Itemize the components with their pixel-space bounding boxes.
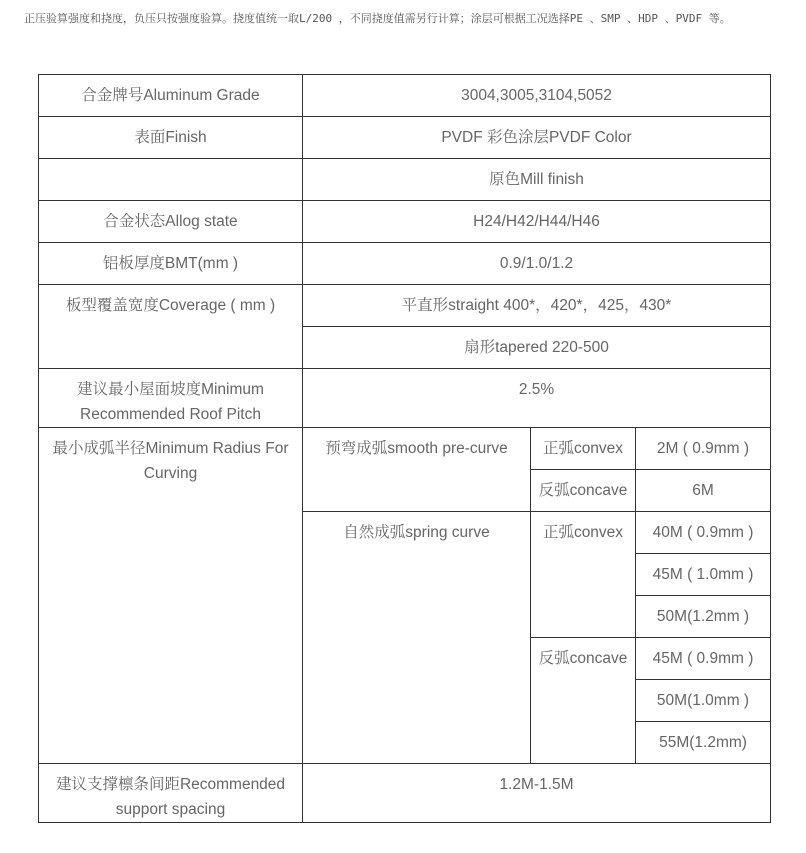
spring-concave-value: 50M(1.0mm ): [636, 680, 771, 722]
alloy-state-value: H24/H42/H44/H46: [303, 201, 771, 243]
alloy-grade-value: 3004,3005,3104,5052: [303, 75, 771, 117]
spring-convex-value: 40M ( 0.9mm ): [636, 512, 771, 554]
smooth-curve-label: 预弯成弧smooth pre-curve: [303, 428, 531, 512]
alloy-state-label: 合金状态Allog state: [39, 201, 303, 243]
spring-curve-label: 自然成弧spring curve: [303, 512, 531, 764]
table-row: [39, 201, 771, 243]
table-row: [39, 159, 771, 201]
min-radius-label: 最小成弧半径Minimum Radius For Curving: [39, 428, 303, 764]
thickness-label: 铝板厚度BMT(mm ): [39, 243, 303, 285]
intro-note: 正压验算强度和挠度，负压只按强度验算。挠度值统一取L/200 ，不同挠度值需另行计算；涂层可根据工况选择PE 、SMP 、HDP 、PVDF 等。: [24, 12, 731, 25]
coverage-value-straight: 平直形straight 400*，420*，425，430*: [303, 285, 771, 327]
table-row: [39, 764, 771, 823]
roof-pitch-value: 2.5%: [303, 369, 771, 428]
finish-value-color: PVDF 彩色涂层PVDF Color: [303, 117, 771, 159]
spring-concave-label: 反弧concave: [531, 638, 636, 764]
coverage-value-tapered: 扇形tapered 220-500: [303, 327, 771, 369]
spring-convex-label: 正弧convex: [531, 512, 636, 638]
spring-convex-value: 45M ( 1.0mm ): [636, 554, 771, 596]
smooth-convex-value: 2M ( 0.9mm ): [636, 428, 771, 470]
finish-value-mill: 原色Mill finish: [303, 159, 771, 201]
support-spacing-value: 1.2M-1.5M: [303, 764, 771, 823]
spring-concave-value: 45M ( 0.9mm ): [636, 638, 771, 680]
smooth-concave-value: 6M: [636, 470, 771, 512]
smooth-convex-label: 正弧convex: [531, 428, 636, 470]
roof-pitch-label: 建议最小屋面坡度Minimum Recommended Roof Pitch: [39, 369, 303, 428]
alloy-grade-label: 合金牌号Aluminum Grade: [39, 75, 303, 117]
finish-label-empty: [39, 159, 303, 201]
table-row: [39, 428, 771, 470]
table-row: [39, 369, 771, 428]
table-row: [39, 117, 771, 159]
finish-label: 表面Finish: [39, 117, 303, 159]
thickness-value: 0.9/1.0/1.2: [303, 243, 771, 285]
smooth-concave-label: 反弧concave: [531, 470, 636, 512]
table-row: [39, 285, 771, 327]
spec-table: [38, 74, 771, 823]
support-spacing-label: 建议支撑檩条间距Recommended support spacing: [39, 764, 303, 823]
coverage-label: 板型覆盖宽度Coverage ( mm ): [39, 285, 303, 369]
spring-concave-value: 55M(1.2mm): [636, 722, 771, 764]
table-row: [39, 75, 771, 117]
table-row: [39, 243, 771, 285]
spring-convex-value: 50M(1.2mm ): [636, 596, 771, 638]
